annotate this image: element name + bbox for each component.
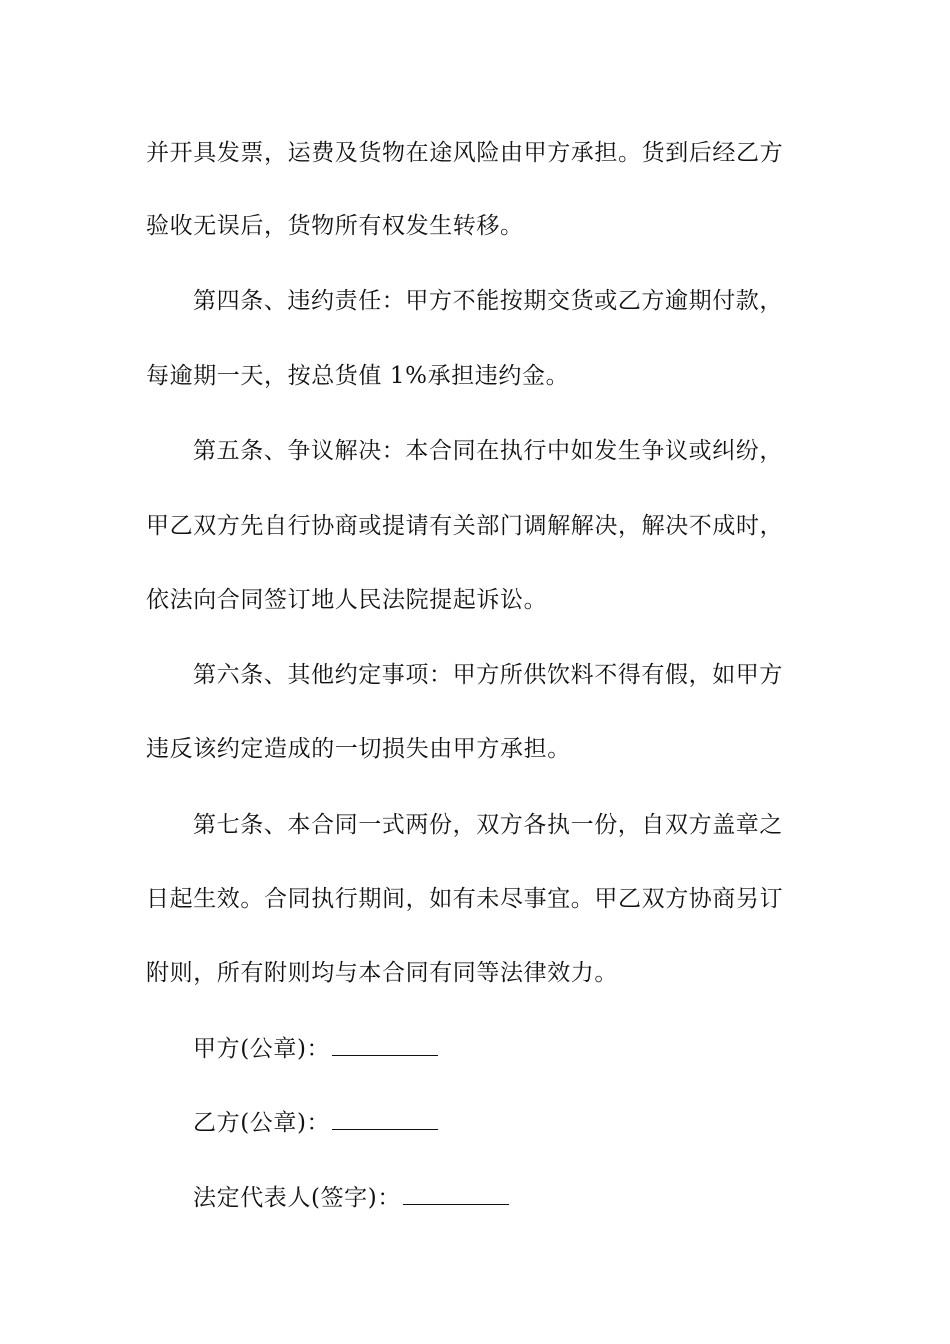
legal-rep-signature-line xyxy=(193,1183,509,1213)
article-4-heading-line: 第四条、违约责任：甲方不能按期交货或乙方逾期付款， xyxy=(193,288,783,314)
paragraph-line: 每逾期一天，按总货值 1%承担违约金。 xyxy=(146,363,570,389)
party-b-signature-line xyxy=(193,1108,438,1138)
party-a-label: 甲方(公章)： xyxy=(193,1036,331,1062)
paragraph-line: 违反该约定造成的一切损失由甲方承担。 xyxy=(146,736,571,762)
paragraph-line: 验收无误后，货物所有权发生转移。 xyxy=(146,213,524,239)
article-7-heading-line: 第七条、本合同一式两份，双方各执一份，自双方盖章之 xyxy=(193,812,783,838)
party-a-seal-blank[interactable] xyxy=(332,1035,438,1056)
article-5-heading-line: 第五条、争议解决：本合同在执行中如发生争议或纠纷， xyxy=(193,438,783,464)
article-6-heading-line: 第六条、其他约定事项：甲方所供饮料不得有假，如甲方 xyxy=(193,662,783,688)
party-a-signature-line xyxy=(193,1034,438,1064)
paragraph-line: 依法向合同签订地人民法院提起诉讼。 xyxy=(146,587,548,613)
paragraph-line: 甲乙双方先自行协商或提请有关部门调解解决，解决不成时， xyxy=(146,513,784,539)
paragraph-line: 并开具发票，运费及货物在途风险由甲方承担。货到后经乙方 xyxy=(146,140,784,166)
legal-rep-signature-blank[interactable] xyxy=(403,1184,509,1205)
legal-rep-label: 法定代表人(签字)： xyxy=(193,1185,401,1211)
party-b-seal-blank[interactable] xyxy=(332,1109,438,1130)
party-b-label: 乙方(公章)： xyxy=(193,1110,331,1136)
paragraph-line: 日起生效。合同执行期间，如有未尽事宜。甲乙双方协商另订 xyxy=(146,886,784,912)
paragraph-line: 附则，所有附则均与本合同有同等法律效力。 xyxy=(146,960,618,986)
